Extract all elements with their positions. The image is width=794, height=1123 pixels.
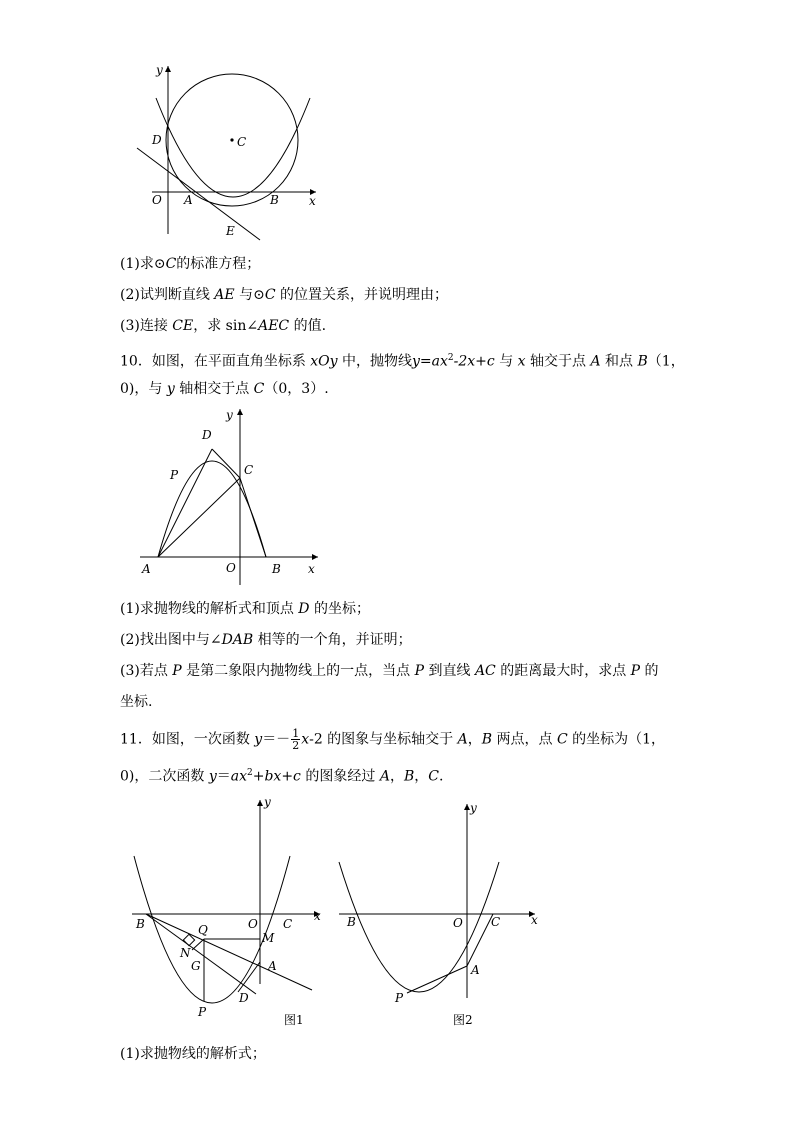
y-axis-arrow: [165, 66, 171, 72]
label-g: G: [191, 959, 201, 973]
label-c: C: [491, 915, 501, 929]
fraction-half: $\frac{1}{2}$: [292, 727, 300, 752]
parabola: [156, 98, 310, 197]
segment-dc: [212, 449, 240, 478]
label-b: B: [270, 193, 279, 207]
segment-cb: [240, 478, 266, 557]
figure-q11-2: [335, 800, 545, 1032]
label-c: C: [283, 917, 293, 931]
y-axis-arrow: [237, 409, 243, 415]
label-p: P: [170, 468, 179, 482]
q11-line2: 0)，二次函数 $y=ax^2+bx+c$ 的图象经过 A，B，C.: [120, 768, 444, 785]
q10-line1: 10．如图，在平面直角坐标系 xOy 中，抛物线$y=ax^2-2x+c$ 与 x 轴交于点 A 和点 B（1，: [120, 353, 685, 370]
figure-q11-1: [128, 794, 328, 1034]
label-o: O: [226, 561, 236, 575]
label-p: P: [198, 1005, 207, 1019]
caption: 图1: [284, 1013, 304, 1027]
label-d: D: [239, 991, 249, 1005]
label-m: M: [262, 931, 275, 945]
label-y: y: [264, 795, 271, 809]
label-x: x: [309, 194, 316, 208]
label-c: C: [237, 135, 247, 149]
q10-line2: 0)，与 y 轴相交于点 C（0，3）.: [120, 381, 329, 397]
label-c: C: [244, 463, 254, 477]
label-p: P: [395, 991, 404, 1005]
label-b: B: [347, 915, 356, 929]
figure-q10: [130, 403, 330, 588]
label-x: x: [308, 562, 315, 576]
x-axis-arrow: [312, 554, 318, 560]
q9-part3: (3)连接 CE，求 sin∠AEC 的值.: [120, 318, 327, 334]
q10-part3-cont: 坐标.: [120, 694, 153, 710]
parabola: [134, 856, 293, 1003]
label-a: A: [142, 562, 151, 576]
caption: 图2: [453, 1013, 473, 1027]
q11-part1: (1)求抛物线的解析式；: [120, 1046, 266, 1062]
label-d: D: [202, 428, 212, 442]
q10-part1: (1)求抛物线的解析式和顶点 D 的坐标；: [120, 601, 370, 617]
line-ad: [238, 962, 260, 992]
label-b: B: [136, 917, 145, 931]
label-e: E: [226, 224, 235, 238]
q10-part3: (3)若点 P 是第二象限内抛物线上的一点，当点 P 到直线 AC 的距离最大时，求点 P 的: [120, 663, 659, 679]
segment-ac: [467, 914, 493, 966]
q10-part2: (2)找出图中与∠DAB 相等的一个角，并证明；: [120, 632, 412, 648]
label-o: O: [152, 193, 162, 207]
label-a: A: [268, 959, 277, 973]
label-q: Q: [198, 923, 208, 937]
point-c: [230, 138, 233, 141]
label-a: A: [184, 193, 193, 207]
label-o: O: [248, 917, 258, 931]
figure-circle: [130, 58, 330, 243]
label-x: x: [314, 909, 321, 923]
q9-part1: (1)求⊙C的标准方程；: [120, 256, 261, 272]
segment-pa: [407, 966, 467, 993]
label-y: y: [470, 801, 477, 815]
label-a: A: [471, 963, 480, 977]
q11-line1: 11．如图，一次函数 y＝－ $\frac{1}{2}$ x-2 的图象与坐标轴交于 A，B 两点，点 C 的坐标为（1，: [120, 727, 666, 752]
q9-part2: (2)试判断直线 AE 与⊙C 的位置关系，并说明理由；: [120, 287, 448, 303]
label-n: N: [180, 946, 191, 960]
label-y: y: [156, 63, 163, 77]
segment-ad: [158, 449, 212, 557]
label-b: B: [272, 562, 281, 576]
y-axis-arrow: [257, 800, 263, 806]
label-o: O: [453, 916, 463, 930]
label-d: D: [152, 133, 162, 147]
label-x: x: [531, 913, 538, 927]
label-y: y: [226, 408, 233, 422]
